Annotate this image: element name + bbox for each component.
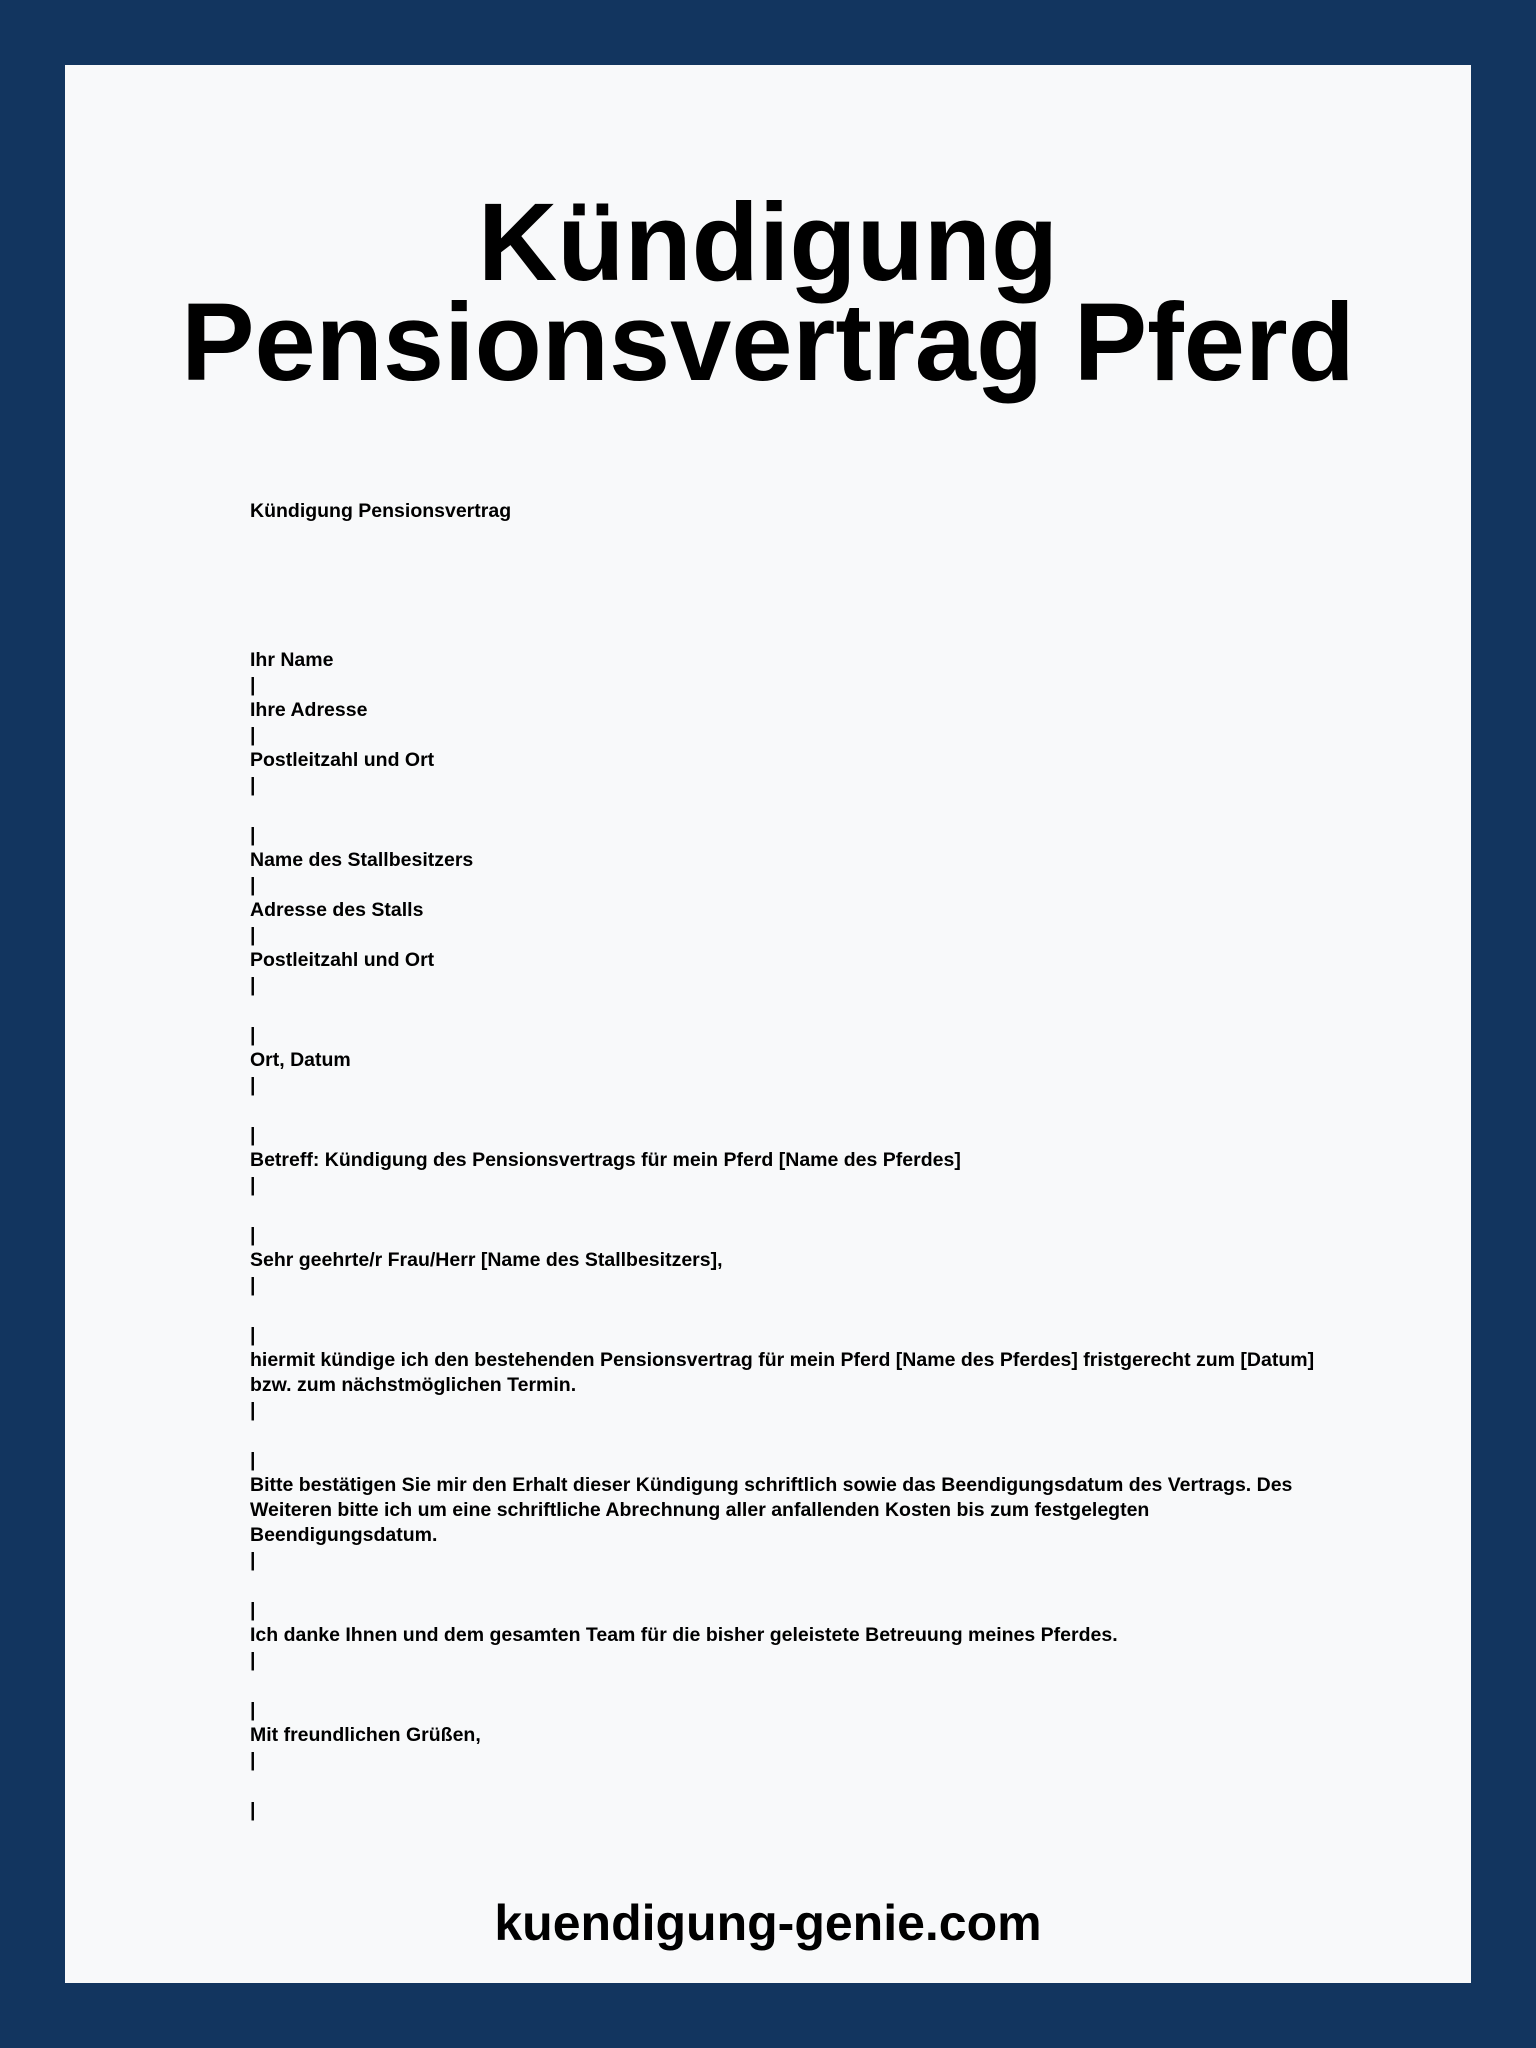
paragraph-termination: hiermit kündige ich den bestehenden Pensionsvertrag für mein Pferd [Name des Pferdes] fristgerecht zum [Datum] bzw. zum nächstmöglichen Termin. (250, 1349, 1315, 1396)
subject-line: Betreff: Kündigung des Pensionsvertrags für mein Pferd [Name des Pferdes] (250, 1149, 961, 1171)
salutation: Sehr geehrte/r Frau/Herr [Name des Stallbesitzers], (250, 1249, 723, 1271)
separator: | (250, 724, 256, 746)
place-date: Ort, Datum (250, 1049, 351, 1071)
separator: | (250, 1449, 256, 1471)
separator: | (250, 1699, 256, 1721)
separator: | (250, 874, 256, 896)
paragraph-thanks: Ich danke Ihnen und dem gesamten Team für die bisher geleistete Betreuung meines Pferdes. (250, 1624, 1118, 1646)
sender-address: Ihre Adresse (250, 699, 368, 721)
separator: | (250, 1324, 256, 1346)
spacer (250, 1098, 1330, 1123)
separator: | (250, 674, 256, 696)
spacer (250, 1423, 1330, 1448)
recipient-address: Adresse des Stalls (250, 899, 424, 921)
spacer (250, 998, 1330, 1023)
recipient-postal-city: Postleitzahl und Ort (250, 949, 435, 971)
sender-name: Ihr Name (250, 649, 334, 671)
separator: | (250, 1174, 256, 1196)
separator: | (250, 1274, 256, 1296)
spacer (250, 1298, 1330, 1323)
separator: | (250, 1799, 256, 1821)
spacer (250, 1198, 1330, 1223)
spacer (250, 798, 1330, 823)
separator: | (250, 1749, 256, 1771)
site-footer: kuendigung-genie.com (494, 1895, 1042, 1951)
spacer (250, 1573, 1330, 1598)
page-title: Kündigung Pensionsvertrag Pferd (181, 181, 1355, 404)
separator: | (250, 774, 256, 796)
letter-heading: Kündigung Pensionsvertrag (250, 500, 512, 522)
separator: | (250, 1599, 256, 1621)
document-page (65, 65, 1471, 1983)
paragraph-confirmation: Bitte bestätigen Sie mir den Erhalt dieser Kündigung schriftlich sowie das Beendigungsdatum des Vertrags. Des Weiteren bitte ich um eine schriftliche Abrechnung aller anfallenden Kosten bis zum festgelegten Beendigungsdatum. (250, 1474, 1293, 1546)
recipient-name: Name des Stallbesitzers (250, 849, 474, 871)
sender-postal-city: Postleitzahl und Ort (250, 749, 435, 771)
separator: | (250, 1399, 256, 1421)
closing: Mit freundlichen Grüßen, (250, 1724, 481, 1746)
separator: | (250, 974, 256, 996)
separator: | (250, 1649, 256, 1671)
separator: | (250, 1224, 256, 1246)
spacer (250, 1773, 1330, 1798)
separator: | (250, 1124, 256, 1146)
separator: | (250, 824, 256, 846)
separator: | (250, 924, 256, 946)
separator: | (250, 1024, 256, 1046)
separator: | (250, 1074, 256, 1096)
spacer (250, 1673, 1330, 1698)
separator: | (250, 1549, 256, 1571)
letter-body (250, 499, 1330, 1823)
